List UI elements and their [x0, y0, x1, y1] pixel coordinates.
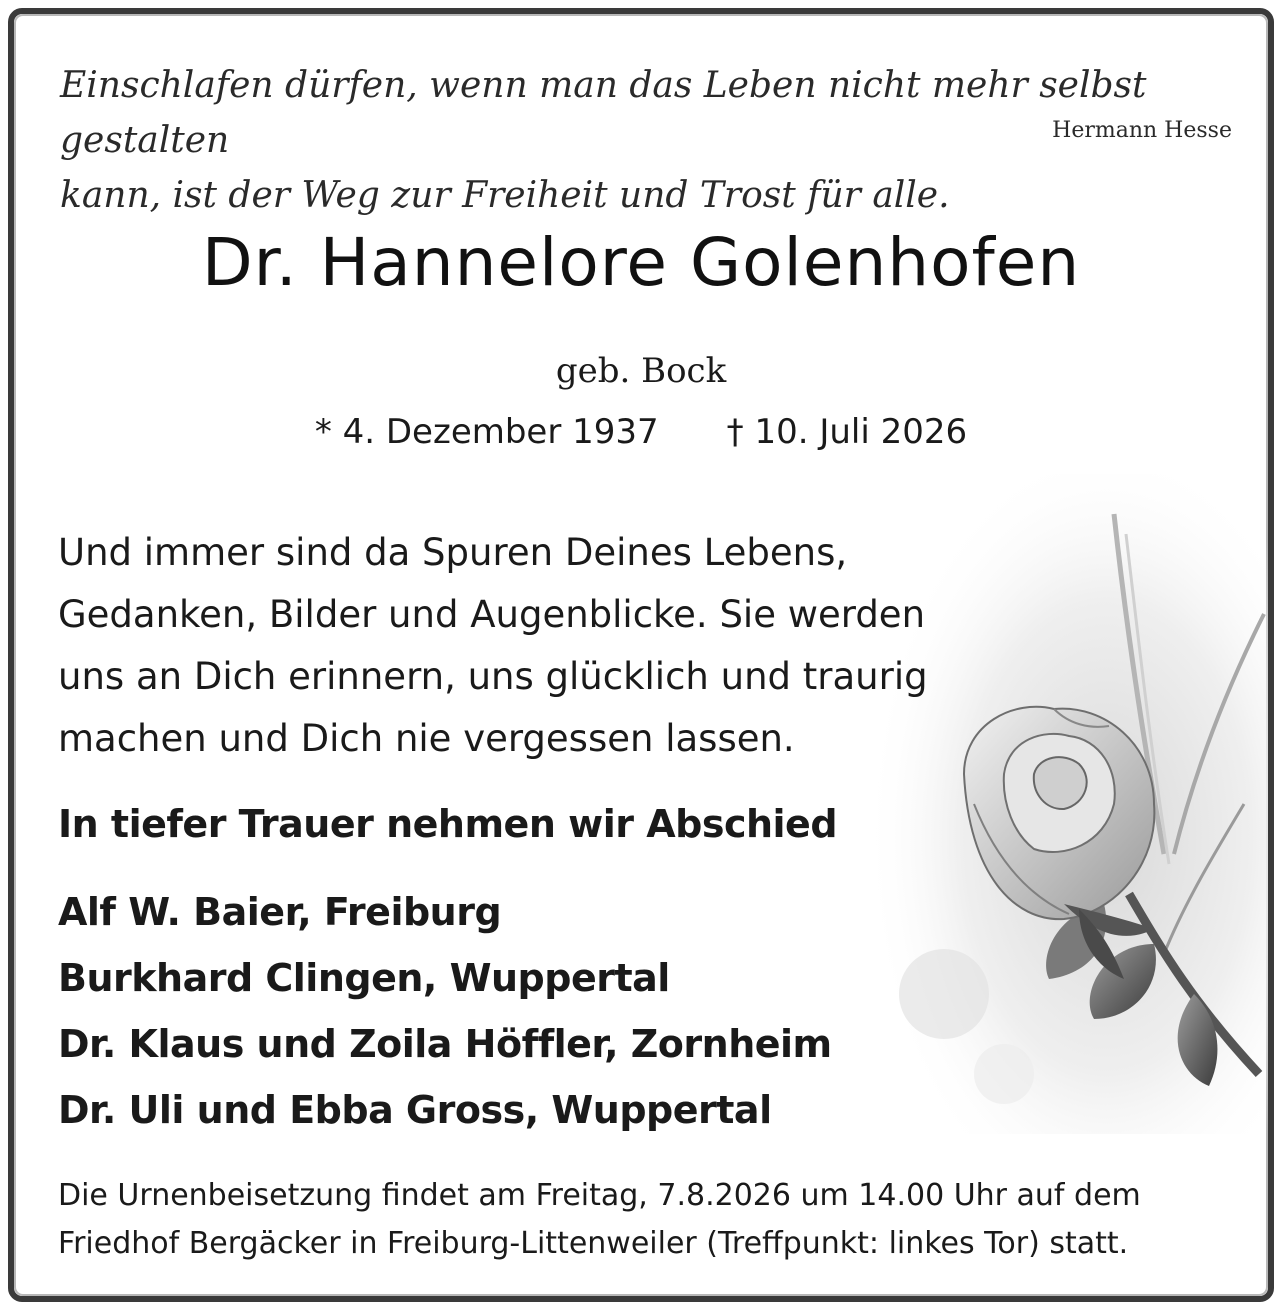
life-dates [14, 412, 1268, 452]
deceased-name: Dr. Hannelore Golenhofen [201, 224, 1081, 301]
mourner: Dr. Uli und Ebba Gross, Wuppertal [58, 1088, 772, 1132]
mourning-heading: In tiefer Trauer nehmen wir Abschied [58, 802, 838, 846]
mourners-list [58, 879, 958, 1143]
quote-author: Hermann Hesse [1052, 118, 1232, 143]
maiden-name: geb. Bock [555, 351, 727, 391]
mourner: Dr. Klaus und Zoila Höffler, Zornheim [58, 1022, 832, 1066]
birth-date: * 4. Dezember 1937 [314, 412, 659, 452]
verse-line: Gedanken, Bilder und Augenblicke. Sie werden [58, 593, 926, 636]
quote-line: kann, ist der Weg zur Freiheit und Trost für alle. [60, 175, 950, 216]
death-date: † 10. Juli 2026 [726, 412, 968, 452]
mourner: Burkhard Clingen, Wuppertal [58, 956, 670, 1000]
verse-line: machen und Dich nie vergessen lassen. [58, 717, 795, 760]
burial-line: Die Urnenbeisetzung findet am Freitag, 7.8.2026 um 14.00 Uhr auf dem [58, 1178, 1141, 1213]
verse [58, 522, 988, 770]
verse-line: Und immer sind da Spuren Deines Lebens, [58, 531, 848, 574]
burial-line: Friedhof Bergäcker in Freiburg-Littenweiler (Treffpunkt: linkes Tor) statt. [58, 1226, 1129, 1261]
quote-line: Einschlafen dürfen, wenn man das Leben nicht mehr selbst gestalten [60, 65, 1147, 161]
mourner: Alf W. Baier, Freiburg [58, 890, 502, 934]
burial-notice [58, 1172, 1248, 1268]
obituary-card [8, 8, 1274, 1302]
verse-line: uns an Dich erinnern, uns glücklich und traurig [58, 655, 928, 698]
